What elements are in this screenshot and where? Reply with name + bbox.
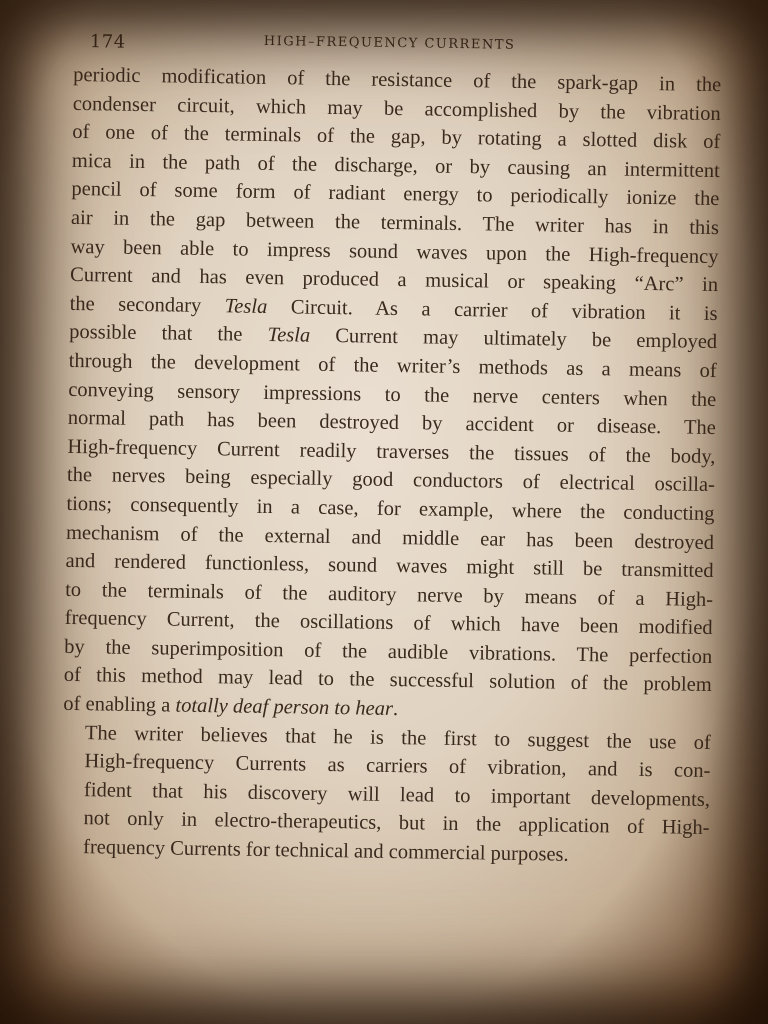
line-text: .: [392, 698, 399, 721]
line-text: conveying sensory impressions to the nerve centers when the: [68, 378, 717, 411]
page-number: 174: [89, 31, 126, 53]
paragraph-1: [63, 61, 721, 729]
line-text: and rendered functionless, sound waves might still be transmitted: [65, 549, 714, 583]
line-text: the secondary: [69, 292, 225, 318]
line-text: tions; consequently in a case, for example, where the conducting: [66, 492, 715, 525]
text-line: frequency Currents for technical and commercial purposes.: [82, 836, 569, 866]
line-text: of this method may lead to the successful solution of the problem: [63, 664, 712, 697]
italic-text: Tesla: [267, 324, 311, 348]
line-text: Current and has even produced a musical or speaking “Arc” in: [69, 264, 719, 297]
line-text: through the development of the writer’s methods as a means of: [68, 349, 717, 382]
text-line: not only in electro-therapeutics, but in the application of High-: [83, 807, 710, 840]
line-text: of enabling a: [63, 692, 176, 717]
line-text: of one of the terminals of the gap, by rotating a slotted disk of: [72, 121, 721, 154]
line-text: pencil of some form of radiant energy to periodically ionize the: [71, 178, 720, 211]
line-text: Circuit. As a carrier of vibration it is: [267, 295, 718, 325]
paragraph-2: [61, 718, 711, 871]
text-line: The writer believes that he is the first to suggest the use of: [84, 721, 712, 754]
italic-text: Tesla: [224, 295, 268, 318]
italic-text: totally deaf person to hear: [175, 694, 394, 721]
text-line: fident that his discovery will lead to important developments,: [83, 779, 711, 811]
line-text: by the superimposition of the audible vibrations. The perfection: [64, 635, 713, 668]
line-text: frequency Current, the oscillations of which have been modified: [64, 607, 713, 640]
line-text: possible that the: [69, 321, 268, 347]
line-text: normal path has been destroyed by accident or disease. The: [67, 406, 716, 440]
line-text: way been able to impress sound waves upon the High-frequency: [70, 235, 719, 268]
body-text: [61, 61, 721, 872]
line-text: air in the gap between the terminals. The writer has in this: [70, 206, 720, 240]
line-text: the nerves being especially good conductors of electrical oscilla-: [66, 464, 716, 497]
line-text: mica in the path of the discharge, or by causing an intermittent: [71, 149, 721, 182]
line-text: Current may ultimately be employed: [310, 325, 718, 354]
line-text: to the terminals of the auditory nerve by means of a High-: [64, 578, 714, 611]
text-line: High-frequency Currents as carriers of vibration, and is con-: [84, 750, 711, 783]
line-text: condenser circuit, which may be accomplished by the vibration: [72, 92, 721, 125]
line-text: mechanism of the external and middle ear has been destroyed: [65, 521, 715, 554]
book-page: [61, 25, 722, 872]
line-text: High-frequency Current readily traverses the tissues of the body,: [67, 435, 716, 468]
line-text: periodic modification of the resistance of the spark-gap in the: [73, 63, 722, 97]
running-head: HIGH–FREQUENCY CURRENTS: [263, 33, 516, 53]
